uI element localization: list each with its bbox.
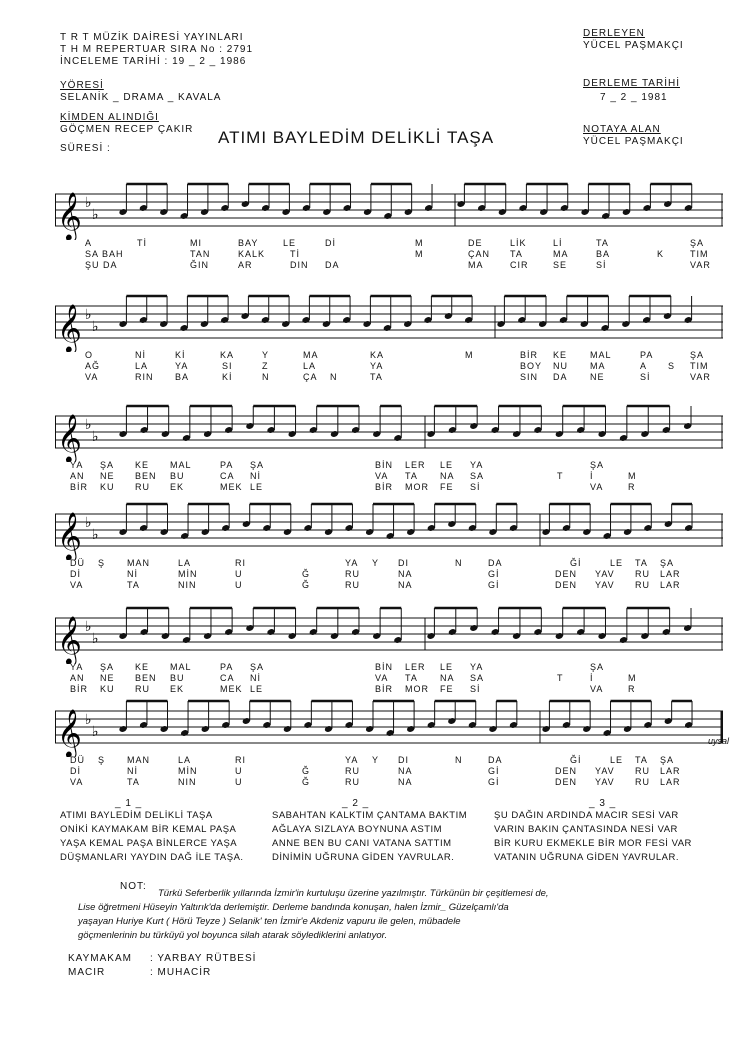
verse-line: VATANIN UĞRUNA GİDEN YAVRULAR. [494, 852, 679, 863]
lyric-syllable: KALK [238, 249, 266, 259]
lyric-syllable: A [640, 361, 648, 371]
note-label: NOT: [120, 881, 147, 892]
lyric-syllable: Tİ [137, 238, 147, 248]
signature: uysal [708, 736, 730, 746]
lyric-syllable: DEN [555, 766, 578, 776]
lyric-syllable: DIN [290, 260, 309, 270]
lyric-syllable: LER [405, 662, 426, 672]
lyric-syllable: KE [553, 350, 568, 360]
lyric-syllable: VA [85, 372, 99, 382]
verse-line: VARIN BAKIN ÇANTASINDA NESİ VAR [494, 824, 678, 835]
lyric-syllable: YA [70, 460, 84, 470]
lyric-syllable: YA [470, 460, 484, 470]
lyric-syllable: DA [488, 558, 503, 568]
lyric-syllable: PA [220, 460, 234, 470]
lyric-syllable: YAV [595, 777, 615, 787]
lyric-syllable: RU [135, 482, 150, 492]
staff-1 [55, 180, 723, 280]
lyric-syllable: DA [553, 372, 568, 382]
flat-icon: ♭ [85, 195, 92, 211]
lyric-syllable: RU [345, 766, 360, 776]
lyric-syllable: MA [303, 350, 319, 360]
lyric-syllable: AĞ [85, 361, 101, 371]
lyric-syllable: DI [398, 755, 409, 765]
lyric-syllable: RI [235, 558, 246, 568]
lyric-syllable: TA [405, 471, 418, 481]
lyric-syllable: MİN [178, 569, 198, 579]
lyric-syllable: DEN [555, 777, 578, 787]
verse-line: DÜŞMANLARI YAYDIN DAĞ İLE TAŞA. [60, 852, 244, 863]
lyric-syllable: PA [220, 662, 234, 672]
derleyen-value: YÜCEL PAŞMAKÇI [583, 40, 684, 51]
verse-line: ATIMI BAYLEDİM DELİKLİ TAŞA [60, 810, 213, 821]
lyric-syllable: U [235, 569, 243, 579]
lyric-syllable: Ğİ [570, 755, 582, 765]
lyric-syllable: ŞA [590, 662, 605, 672]
treble-clef-icon: 𝄞 [57, 303, 82, 352]
lyric-syllable: PA [640, 350, 654, 360]
glossary-value: : MUHACİR [150, 967, 212, 978]
treble-clef-icon: 𝄞 [57, 615, 82, 664]
lyric-syllable: Ş [98, 755, 106, 765]
lyric-syllable: N [455, 558, 463, 568]
staff-2 [55, 292, 723, 392]
verse-number: _ 1 _ [115, 798, 143, 809]
staff-lines [55, 402, 723, 462]
lyric-syllable: ĞIN [190, 260, 210, 270]
lyric-syllable: ŞA [590, 460, 605, 470]
lyric-syllable: ÇAN [468, 249, 491, 259]
lyric-syllable: YA [345, 558, 359, 568]
staff-lines [55, 500, 723, 560]
lyric-syllable: FE [440, 684, 454, 694]
lyric-syllable: N [262, 372, 270, 382]
lyric-syllable: Ğ [302, 580, 311, 590]
lyric-syllable: LA [135, 361, 149, 371]
lyric-syllable: TAN [190, 249, 211, 259]
lyric-syllable: Y [372, 558, 380, 568]
lyric-syllable: Ğ [302, 569, 311, 579]
lyric-syllable: Lİ [553, 238, 563, 248]
lyric-syllable: VA [590, 482, 604, 492]
lyric-syllable: Gİ [488, 580, 500, 590]
lyric-syllable: YAV [595, 569, 615, 579]
lyric-syllable: NA [440, 471, 455, 481]
lyric-syllable: ŞA [250, 662, 265, 672]
lyric-syllable: MAN [127, 558, 150, 568]
lyric-syllable: Y [262, 350, 270, 360]
lyric-syllable: TA [510, 249, 523, 259]
verse-line: BİR KURU EKMEKLE BİR MOR FESİ VAR [494, 838, 692, 849]
lyric-syllable: BİN [375, 662, 394, 672]
flat-icon: ♭ [85, 619, 92, 635]
verse-line: ANNE BEN BU CANI VATANA SATTIM [272, 838, 452, 849]
notaya-alan-value: YÜCEL PAŞMAKÇI [583, 136, 684, 147]
lyric-syllable: BU [170, 471, 185, 481]
lyric-syllable: LAR [660, 569, 681, 579]
glossary-term: KAYMAKAM [68, 953, 132, 964]
lyric-syllable: YA [345, 755, 359, 765]
lyric-syllable: Gİ [488, 569, 500, 579]
lyric-syllable: NA [398, 569, 413, 579]
lyric-syllable: LE [440, 460, 454, 470]
lyric-syllable: BA [175, 372, 190, 382]
flat-icon: ♭ [92, 724, 99, 740]
lyric-syllable: Sİ [640, 372, 651, 382]
lyric-syllable: BİR [375, 684, 394, 694]
lyric-syllable: M [415, 238, 424, 248]
lyric-syllable: Ğİ [570, 558, 582, 568]
lyric-syllable: S [668, 361, 676, 371]
lyric-syllable: LE [440, 662, 454, 672]
verse-line: ŞU DAĞIN ARDINDA MACIR SESİ VAR [494, 810, 679, 821]
lyric-syllable: DA [325, 260, 340, 270]
lyric-syllable: BAY [238, 238, 259, 248]
lyric-syllable: Kİ [175, 350, 186, 360]
lyric-syllable: LA [303, 361, 317, 371]
lyric-syllable: YA [175, 361, 189, 371]
staff-3 [55, 402, 723, 502]
lyric-syllable: EK [170, 482, 185, 492]
lyric-syllable: VA [70, 580, 84, 590]
lyric-syllable: Dİ [70, 766, 81, 776]
lyric-syllable: MİN [178, 766, 198, 776]
lyric-syllable: U [235, 766, 243, 776]
lyric-syllable: RIN [135, 372, 154, 382]
verse-3 [494, 798, 692, 865]
lyric-syllable: DEN [555, 580, 578, 590]
lyric-syllable: TA [370, 372, 383, 382]
verse-line: AĞLAYA SIZLAYA BOYNUNA ASTIM [272, 824, 443, 835]
verse-1 [60, 798, 244, 865]
derleyen-label: DERLEYEN [583, 28, 645, 39]
lyric-syllable: Gİ [488, 777, 500, 787]
verse-number: _ 2 _ [342, 798, 370, 809]
lyric-syllable: SE [553, 260, 568, 270]
lyric-syllable: Ş [98, 558, 106, 568]
lyric-syllable: TA [127, 777, 140, 787]
lyric-syllable: Sİ [470, 482, 481, 492]
staff-6 [55, 697, 723, 797]
lyric-syllable: BEN [135, 673, 157, 683]
lyric-syllable: BOY [520, 361, 543, 371]
lyric-syllable: RU [345, 569, 360, 579]
note-line: göçmenlerinin bu türküyü yol boyunca silah atarak söylediklerini anlatıyor. [78, 930, 388, 941]
lyric-syllable: RU [635, 569, 650, 579]
lyric-syllable: NA [398, 777, 413, 787]
lyric-syllable: KA [370, 350, 385, 360]
lyric-syllable: R [628, 684, 636, 694]
lyric-syllable: Z [262, 361, 269, 371]
flat-icon: ♭ [92, 527, 99, 543]
lyric-syllable: AR [238, 260, 253, 270]
lyric-syllable: KU [100, 684, 115, 694]
lyric-syllable: BA [596, 249, 611, 259]
lyric-syllable: U [235, 580, 243, 590]
notaya-alan-label: NOTAYA ALAN [583, 124, 661, 135]
lyric-syllable: VAR [690, 260, 711, 270]
flat-icon: ♭ [85, 417, 92, 433]
lyric-syllable: M [415, 249, 424, 259]
lyric-syllable: RU [635, 777, 650, 787]
repertoire-number: T H M REPERTUAR SIRA No : 2791 [60, 44, 254, 55]
lyric-syllable: FE [440, 482, 454, 492]
yore-label: YÖRESİ [60, 80, 104, 91]
lyric-syllable: SA BAH [85, 249, 124, 259]
note-line: Lise öğretmeni Hüseyin Yaltırık'da derlemiştir. Derleme bandında konuşan, halen İzmir_ Güzelçamlı'da [78, 902, 509, 913]
lyric-syllable: VA [375, 471, 389, 481]
lyric-syllable: YA [470, 662, 484, 672]
song-title: ATIMI BAYLEDİM DELİKLİ TAŞA [218, 128, 495, 147]
lyric-syllable: SA [470, 471, 485, 481]
lyric-syllable: Dİ [70, 569, 81, 579]
lyric-syllable: DÜ [70, 755, 85, 765]
verse-2 [272, 798, 467, 865]
lyric-syllable: RU [345, 777, 360, 787]
lyric-syllable: RI [235, 755, 246, 765]
staff-lines [55, 697, 723, 757]
lyric-syllable: AN [70, 673, 85, 683]
derleme-tarihi-value: 7 _ 2 _ 1981 [600, 92, 668, 103]
lyric-syllable: Sİ [470, 684, 481, 694]
lyric-syllable: LE [610, 755, 624, 765]
staff-5 [55, 604, 723, 704]
lyric-syllable: NE [100, 673, 115, 683]
lyric-syllable: ŞA [690, 350, 705, 360]
flat-icon: ♭ [85, 712, 92, 728]
lyric-syllable: BİR [70, 684, 89, 694]
lyric-syllable: ŞU DA [85, 260, 118, 270]
lyric-syllable: LE [610, 558, 624, 568]
flat-icon: ♭ [85, 515, 92, 531]
lyric-syllable: NIN [178, 777, 197, 787]
lyric-syllable: TA [635, 755, 648, 765]
lyric-syllable: TA [127, 580, 140, 590]
lyric-syllable: RU [345, 580, 360, 590]
lyric-syllable: LA [178, 755, 192, 765]
lyric-syllable: Dİ [325, 238, 336, 248]
header-left [60, 32, 253, 68]
flat-icon: ♭ [92, 319, 99, 335]
lyric-syllable: MEK [220, 482, 243, 492]
lyric-syllable: MEK [220, 684, 243, 694]
lyric-syllable: ŞA [100, 460, 115, 470]
lyric-syllable: BİR [520, 350, 539, 360]
lyric-syllable: T [557, 471, 564, 481]
lyric-syllable: R [628, 482, 636, 492]
lyric-syllable: ŞA [660, 558, 675, 568]
lyric-syllable: Ğ [302, 777, 311, 787]
lyric-syllable: BU [170, 673, 185, 683]
lyric-syllable: MOR [405, 482, 429, 492]
lyric-syllable: M [628, 673, 637, 683]
lyric-syllable: SIN [520, 372, 539, 382]
lyric-syllable: LAR [660, 777, 681, 787]
lyric-syllable: LA [178, 558, 192, 568]
lyric-syllable: MOR [405, 684, 429, 694]
lyric-syllable: ŞA [250, 460, 265, 470]
lyric-syllable: DÜ [70, 558, 85, 568]
lyric-syllable: BEN [135, 471, 157, 481]
lyric-syllable: VA [70, 777, 84, 787]
lyric-syllable: LİK [510, 238, 527, 248]
note-text [78, 887, 549, 943]
note-line: yaşayan Huriye Kurt ( Hörü Teyze ) Selanik' ten İzmir'e Akdeniz vapuru ile gelen, mübadele [78, 916, 461, 927]
lyric-syllable: Nİ [127, 569, 138, 579]
verse-number: _ 3 _ [589, 798, 617, 809]
lyric-syllable: ŞA [660, 755, 675, 765]
lyric-syllable: NE [590, 372, 605, 382]
lyric-syllable: LE [283, 238, 297, 248]
lyric-syllable: NIN [178, 580, 197, 590]
lyric-syllable: LAR [660, 766, 681, 776]
staff-4 [55, 500, 723, 600]
glossary-row [68, 952, 256, 966]
lyric-syllable: DEN [555, 569, 578, 579]
lyric-syllable: Kİ [222, 372, 233, 382]
lyric-syllable: MAL [170, 662, 192, 672]
flat-icon: ♭ [92, 429, 99, 445]
treble-clef-icon: 𝄞 [57, 413, 82, 462]
staff-lines [55, 180, 723, 240]
lyric-syllable: Nİ [127, 766, 138, 776]
lyric-syllable: YAV [595, 766, 615, 776]
lyric-syllable: Sİ [596, 260, 607, 270]
lyric-syllable: RU [135, 684, 150, 694]
kimden-value: GÖÇMEN RECEP ÇAKIR [60, 124, 194, 135]
lyric-syllable: LAR [660, 580, 681, 590]
staff-lines [55, 604, 723, 664]
lyric-syllable: MI [190, 238, 202, 248]
lyric-syllable: ŞA [690, 238, 705, 248]
lyric-syllable: NU [553, 361, 568, 371]
lyric-syllable: DI [398, 558, 409, 568]
lyric-syllable: MA [590, 361, 606, 371]
lyric-syllable: VA [375, 673, 389, 683]
lyric-syllable: BİR [375, 482, 394, 492]
glossary-term: MACIR [68, 967, 106, 978]
verse-line: DİNİMİN UĞRUNA GİDEN YAVRULAR. [272, 852, 455, 863]
lyric-syllable: LE [250, 684, 264, 694]
lyric-syllable: RU [635, 580, 650, 590]
lyric-syllable: MAN [127, 755, 150, 765]
lyric-syllable: TA [635, 558, 648, 568]
lyric-syllable: Nİ [135, 350, 146, 360]
lyric-syllable: N [455, 755, 463, 765]
lyric-syllable: K [657, 249, 665, 259]
lyric-syllable: BİN [375, 460, 394, 470]
lyric-syllable: BİR [70, 482, 89, 492]
lyric-syllable: KE [135, 460, 150, 470]
lyric-syllable: KU [100, 482, 115, 492]
lyric-syllable: TIM [690, 361, 709, 371]
lyric-syllable: TA [596, 238, 609, 248]
lyric-syllable: M [465, 350, 474, 360]
lyric-syllable: VAR [690, 372, 711, 382]
lyric-syllable: Nİ [250, 471, 261, 481]
lyric-syllable: Tİ [290, 249, 300, 259]
lyric-syllable: T [557, 673, 564, 683]
lyric-syllable: RU [635, 766, 650, 776]
verse-line: SABAHTAN KALKTIM ÇANTAMA BAKTIM [272, 810, 468, 821]
lyric-syllable: CIR [510, 260, 529, 270]
lyric-syllable: MAL [170, 460, 192, 470]
lyric-syllable: İ [590, 673, 594, 683]
lyric-syllable: ÇA [303, 372, 318, 382]
treble-clef-icon: 𝄞 [57, 191, 82, 240]
lyric-syllable: DA [488, 755, 503, 765]
lyric-syllable: Ğ [302, 766, 311, 776]
lyric-syllable: A [85, 238, 93, 248]
lyric-syllable: TA [405, 673, 418, 683]
yore-value: SELANİK _ DRAMA _ KAVALA [60, 92, 222, 103]
lyric-syllable: U [235, 777, 243, 787]
treble-clef-icon: 𝄞 [57, 708, 82, 757]
lyric-syllable: CA [220, 673, 235, 683]
glossary-row [68, 966, 256, 980]
publisher-line: T R T MÜZİK DAİRESİ YAYINLARI [60, 32, 244, 43]
glossary [68, 952, 256, 980]
treble-clef-icon: 𝄞 [57, 511, 82, 560]
lyric-syllable: LER [405, 460, 426, 470]
lyric-syllable: NA [440, 673, 455, 683]
verse-line: YAŞA KEMAL PAŞA BİNLERCE YAŞA [60, 838, 238, 849]
lyric-syllable: VA [590, 684, 604, 694]
lyric-syllable: MAL [590, 350, 612, 360]
note-line: Türkü Seferberlik yıllarında İzmir'in kurtuluşu üzerine yazılmıştır. Türkünün bir çeşitlemesi de, [158, 888, 549, 899]
lyric-syllable: CA [220, 471, 235, 481]
staff-lines [55, 292, 723, 352]
lyric-syllable: Y [372, 755, 380, 765]
flat-icon: ♭ [92, 207, 99, 223]
lyric-syllable: SI [222, 361, 233, 371]
lyric-syllable: LE [250, 482, 264, 492]
lyric-syllable: N [330, 372, 338, 382]
lyric-syllable: M [628, 471, 637, 481]
lyric-syllable: TIM [690, 249, 709, 259]
flat-icon: ♭ [85, 307, 92, 323]
lyric-syllable: Nİ [250, 673, 261, 683]
lyric-syllable: NA [398, 766, 413, 776]
verse-line: ONİKİ KAYMAKAM BİR KEMAL PAŞA [60, 824, 237, 835]
derleme-tarihi-label: DERLEME TARİHİ [583, 78, 680, 89]
lyric-syllable: SA [470, 673, 485, 683]
lyric-syllable: MA [468, 260, 484, 270]
suresi-label: SÜRESİ : [60, 143, 111, 154]
lyric-syllable: AN [70, 471, 85, 481]
lyric-syllable: YAV [595, 580, 615, 590]
lyric-syllable: DE [468, 238, 483, 248]
glossary-value: : YARBAY RÜTBESİ [150, 953, 257, 964]
lyric-syllable: ŞA [100, 662, 115, 672]
flat-icon: ♭ [92, 631, 99, 647]
lyric-syllable: Gİ [488, 766, 500, 776]
lyric-syllable: NA [398, 580, 413, 590]
lyric-syllable: KA [220, 350, 235, 360]
review-date: İNCELEME TARİHİ : 19 _ 2 _ 1986 [60, 56, 247, 67]
lyric-syllable: EK [170, 684, 185, 694]
lyric-syllable: YA [370, 361, 384, 371]
lyric-syllable: NE [100, 471, 115, 481]
lyric-syllable: MA [553, 249, 569, 259]
kimden-label: KİMDEN ALINDIĞI [60, 112, 159, 123]
lyric-syllable: YA [70, 662, 84, 672]
lyric-syllable: İ [590, 471, 594, 481]
lyric-syllable: O [85, 350, 94, 360]
lyric-syllable: KE [135, 662, 150, 672]
